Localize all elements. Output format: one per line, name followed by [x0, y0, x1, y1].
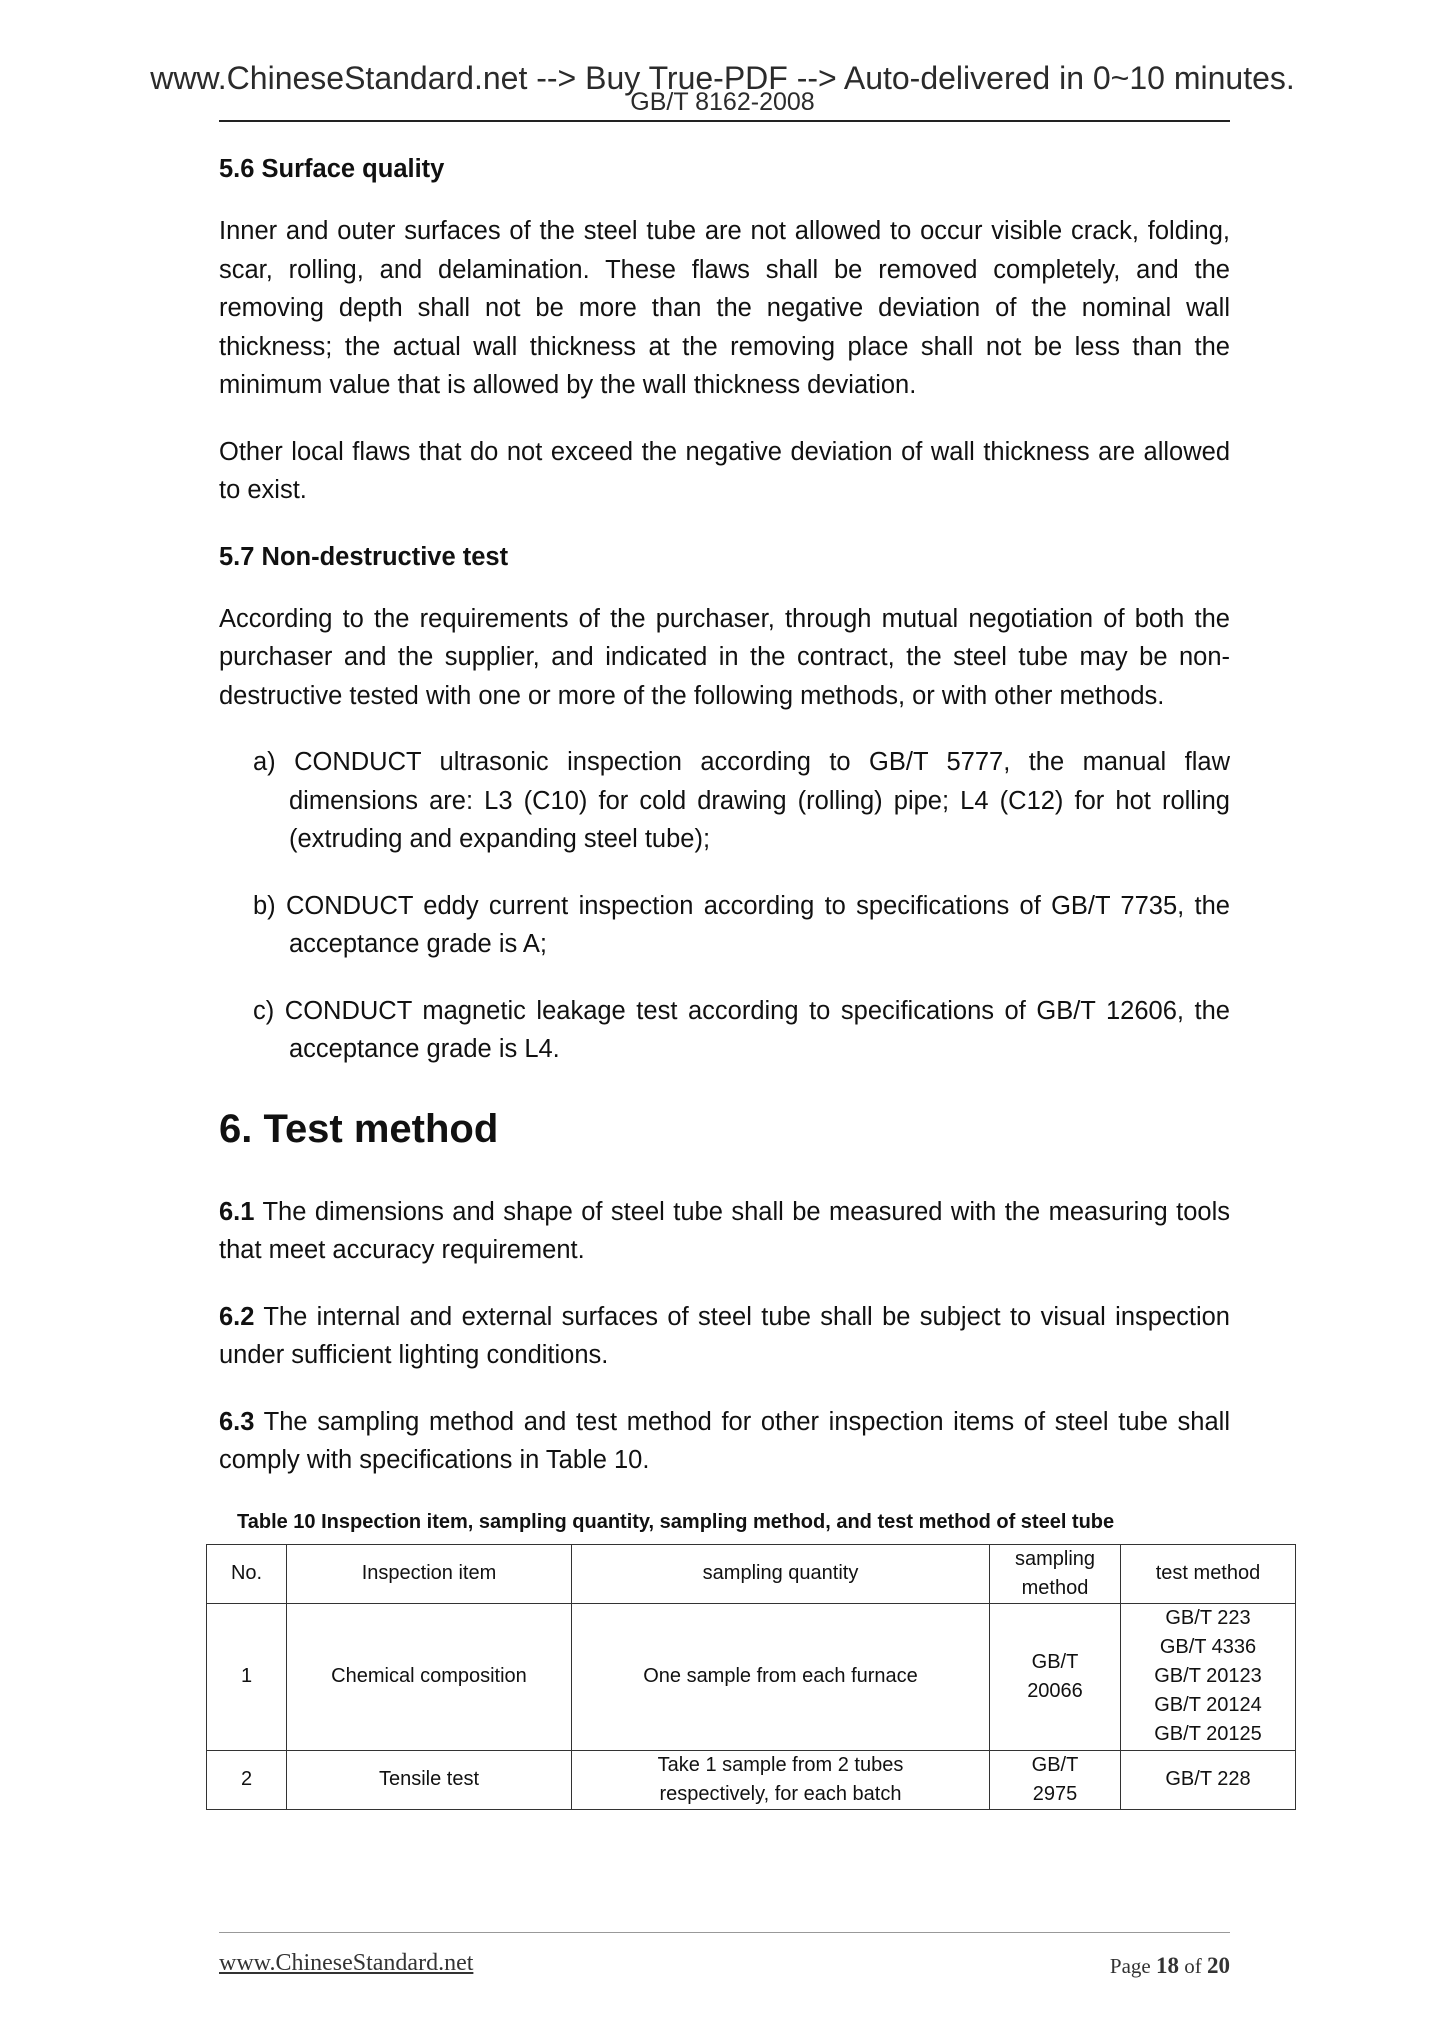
table-10-caption: Table 10 Inspection item, sampling quantity, sampling method, and test method of steel tube — [237, 1510, 1115, 1533]
row-2-method-line-1: GB/T — [1031, 1753, 1079, 1776]
row-1-method-line-2: 20066 — [1027, 1679, 1083, 1702]
clause-number: 6.1 — [219, 1197, 255, 1226]
row-2-quantity — [572, 1750, 990, 1809]
clause-number: 6.2 — [219, 1302, 255, 1331]
row-2-no: 2 — [207, 1750, 287, 1809]
clause-text: The dimensions and shape of steel tube shall be measured with the measuring tools that meet accuracy requirement. — [219, 1197, 1230, 1264]
row-2-method-line-2: 2975 — [1032, 1782, 1078, 1805]
table-row — [207, 1603, 1296, 1750]
header-test-method: test method — [1121, 1544, 1296, 1603]
table-10 — [206, 1544, 1296, 1810]
source-banner: www.ChineseStandard.net --> Buy True-PDF --> Auto-delivered in 0~10 minutes. — [150, 60, 1295, 96]
clause-6-3 — [219, 1403, 1230, 1480]
section-5-7-heading: 5.7 Non-destructive test — [219, 542, 509, 571]
row-2-item: Tensile test — [287, 1750, 572, 1809]
row-1-test-4: GB/T 20124 — [1154, 1694, 1262, 1716]
clause-text: The internal and external surfaces of steel tube shall be subject to visual inspection under sufficient lighting conditions. — [219, 1302, 1230, 1369]
section-5-7-paragraph-1: According to the requirements of the purchaser, through mutual negotiation of both the purchaser and the supplier, and indicated in the contract, the steel tube may be non-destructive tested with one or more of the following methods, or with other methods. — [219, 604, 1230, 710]
row-1-no: 1 — [207, 1603, 287, 1750]
header-sampling-method — [990, 1544, 1121, 1603]
page-current: 18 — [1156, 1953, 1179, 1978]
row-2-sampling-method — [990, 1750, 1121, 1809]
page-indicator — [1100, 1953, 1230, 1979]
footer-divider — [219, 1932, 1230, 1933]
row-2-test-methods — [1121, 1750, 1296, 1809]
header-sampling-method-line-1: sampling — [1014, 1547, 1096, 1570]
clause-6-1 — [219, 1193, 1230, 1270]
row-1-sampling-method — [990, 1603, 1121, 1750]
row-1-method-line-1: GB/T — [1031, 1650, 1079, 1673]
clause-number: 6.3 — [219, 1407, 255, 1436]
section-6-heading: 6. Test method — [219, 1106, 499, 1151]
header-no: No. — [207, 1544, 287, 1603]
header-divider — [219, 120, 1230, 122]
row-1-test-1: GB/T 223 — [1165, 1607, 1251, 1629]
section-5-6-paragraph-1: Inner and outer surfaces of the steel tube are not allowed to occur visible crack, folding, scar, rolling, and delamination. These flaws shall be removed completely, and the removing depth shall not be more than the negative deviation of the nominal wall thickness; the actual wall thickness at the removing place shall not be less than the minimum value that is allowed by the wall thickness deviation. — [219, 217, 1230, 399]
row-1-test-5: GB/T 20125 — [1154, 1723, 1262, 1745]
row-2-quantity-line-1: Take 1 sample from 2 tubes — [657, 1753, 904, 1776]
row-1-quantity-line-1: One sample from each furnace — [643, 1665, 918, 1687]
document-number: GB/T 8162-2008 — [630, 88, 815, 116]
footer-site-link[interactable]: www.ChineseStandard.net — [219, 1950, 474, 1976]
ndt-method-b: b) CONDUCT eddy current inspection according to specifications of GB/T 7735, the acceptance grade is A; — [253, 891, 1230, 958]
row-1-test-2: GB/T 4336 — [1159, 1636, 1257, 1658]
row-1-quantity — [572, 1603, 990, 1750]
clause-6-2 — [219, 1298, 1230, 1375]
page-body — [219, 140, 1262, 1810]
clause-text: The sampling method and test method for other inspection items of steel tube shall comply with specifications in Table 10. — [219, 1407, 1230, 1474]
page-label: Page — [1109, 1954, 1151, 1978]
row-2-test-1: GB/T 228 — [1165, 1768, 1251, 1790]
row-2-quantity-line-2: respectively, for each batch — [659, 1782, 902, 1805]
row-1-test-3: GB/T 20123 — [1154, 1665, 1262, 1687]
table-row — [207, 1750, 1296, 1809]
table-header-row — [207, 1544, 1296, 1603]
row-1-test-methods — [1121, 1603, 1296, 1750]
of-label: of — [1184, 1954, 1202, 1978]
ndt-method-a: a) CONDUCT ultrasonic inspection according to GB/T 5777, the manual flaw dimensions are: L3 (C10) for cold drawing (rolling) pipe; L4 (C12) for hot rolling (extruding and expanding steel tube); — [253, 748, 1230, 853]
row-1-item: Chemical composition — [287, 1603, 572, 1750]
section-5-6-heading: 5.6 Surface quality — [219, 155, 445, 183]
section-5-6-paragraph-2: Other local flaws that do not exceed the negative deviation of wall thickness are allowed to exist. — [219, 437, 1230, 504]
header-inspection-item: Inspection item — [287, 1544, 572, 1603]
header-sampling-method-line-2: method — [1021, 1576, 1089, 1599]
page-total: 20 — [1207, 1953, 1230, 1978]
ndt-method-c: c) CONDUCT magnetic leakage test according to specifications of GB/T 12606, the acceptance grade is L4. — [253, 996, 1230, 1063]
header-sampling-quantity: sampling quantity — [572, 1544, 990, 1603]
